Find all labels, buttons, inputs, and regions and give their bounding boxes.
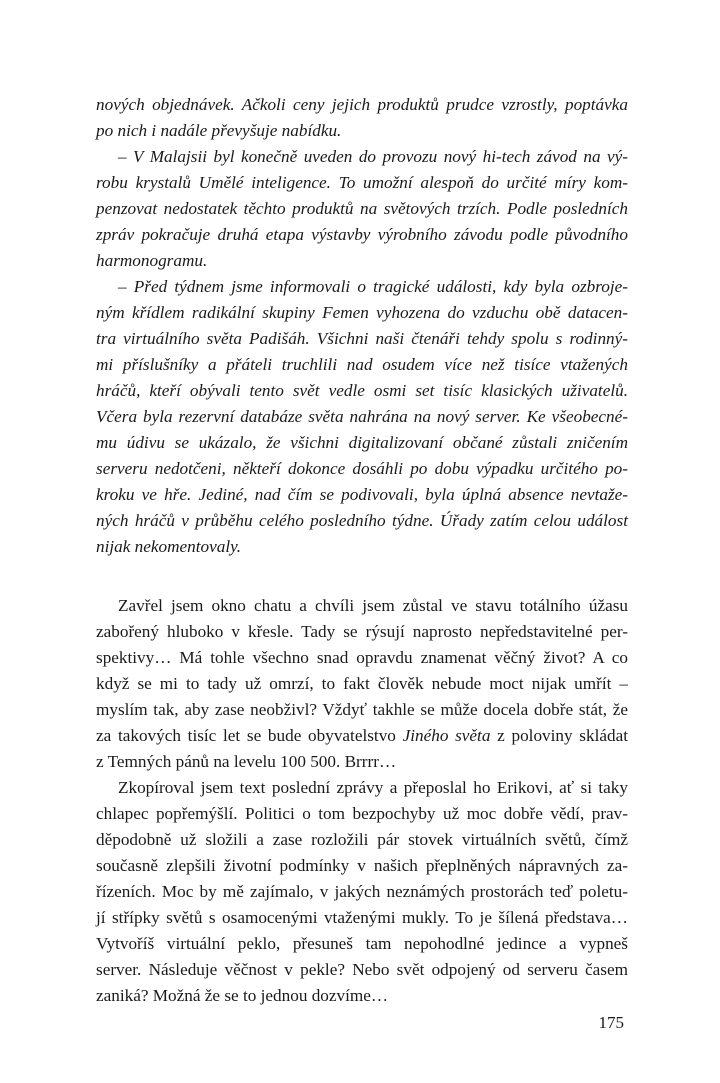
text-line: zaniká? Možná že se to jednou dozvíme… bbox=[96, 986, 389, 1005]
text-line: když se mi to tady už omrzí, to fakt člověk nebude moct nijak umřít – bbox=[96, 674, 628, 693]
text-line: z Temných pánů na levelu 100 500. Brrrr… bbox=[96, 752, 397, 771]
text-line: Zavřel jsem okno chatu a chvíli jsem zůstal ve stavu totálního úžasu bbox=[118, 596, 628, 615]
text-line: robu krystalů Umělé inteligence. To umožní alespoň do určité míry kom- bbox=[96, 173, 628, 192]
text-line: zabořený hluboko v křesle. Tady se rýsují naprosto nepředstavitelné per- bbox=[96, 622, 628, 641]
text-segment: z poloviny skládat bbox=[490, 726, 628, 745]
text-line: chlapec popřemýšlí. Politici o tom bezpochyby už moc dobře vědí, prav- bbox=[96, 804, 628, 823]
book-title: Jiného světa bbox=[402, 726, 491, 745]
text-line: Zkopíroval jsem text poslední zprávy a přeposlal ho Erikovi, ať si taky bbox=[118, 778, 628, 797]
page-body bbox=[96, 92, 628, 1009]
text-line: nijak nekomentovaly. bbox=[96, 537, 242, 556]
news-paragraph-1 bbox=[96, 92, 628, 144]
text-line: po nich i nadále převyšuje nabídku. bbox=[96, 121, 342, 140]
text-line: tra virtuálního světa Padišáh. Všichni naši čtenáři tehdy spolu s rodinný- bbox=[96, 329, 628, 348]
text-line: penzovat nedostatek těchto produktů na světových trzích. Podle posledních bbox=[96, 199, 628, 218]
text-segment: za takových tisíc let se bude obyvatelstvo bbox=[96, 726, 403, 745]
narrative-paragraph-1 bbox=[96, 593, 628, 775]
text-line: Vytvoříš virtuální peklo, přesuneš tam nepohodlné jedince a vypneš bbox=[96, 934, 628, 953]
news-paragraph-3 bbox=[96, 274, 628, 560]
text-line: řízeních. Moc by mě zajímalo, v jakých neznámých prostorách teď poletu- bbox=[96, 882, 628, 901]
text-line: mi příslušníky a přáteli truchlili nad osudem více než tisíce vtažených bbox=[96, 355, 628, 374]
text-line: serveru nedotčeni, někteří dokonce dosáhli po dobu výpadku určitého po- bbox=[96, 459, 628, 478]
text-line: mu údivu se ukázalo, že všichni digitalizovaní občané zůstali zničením bbox=[96, 433, 628, 452]
news-block bbox=[96, 92, 628, 560]
text-line: Včera byla rezervní databáze světa nahrána na nový server. Ke všeobecné- bbox=[96, 407, 628, 426]
text-line: zpráv pokračuje druhá etapa výstavby výrobního závodu podle původního bbox=[96, 225, 628, 244]
text-line: děpodobně už složili a zase rozložili pár stovek virtuálních světů, čímž bbox=[96, 830, 628, 849]
text-line: ným křídlem radikální skupiny Femen vyhozena do vzduchu obě datacen- bbox=[96, 303, 628, 322]
text-line: současně zlepšili životní podmínky v našich přeplněných nápravných za- bbox=[96, 856, 628, 875]
narrative-paragraph-2 bbox=[96, 775, 628, 1009]
text-line: nových objednávek. Ačkoli ceny jejich produktů prudce vzrostly, poptávka bbox=[96, 95, 628, 114]
page-number: 175 bbox=[598, 1013, 624, 1032]
news-paragraph-2 bbox=[96, 144, 628, 274]
text-line bbox=[96, 723, 628, 749]
text-line: ných hráčů v průběhu celého posledního týdne. Úřady zatím celou událost bbox=[96, 511, 628, 530]
section-gap bbox=[96, 560, 628, 593]
text-line: spektivy… Má tohle všechno snad opravdu znamenat věčný život? A co bbox=[96, 648, 628, 667]
text-line: – Před týdnem jsme informovali o tragické události, kdy byla ozbroje- bbox=[118, 277, 628, 296]
text-line: – V Malajsii byl konečně uveden do provozu nový hi-tech závod na vý- bbox=[118, 147, 628, 166]
text-line: hráčů, kteří obývali tento svět vedle osmi set tisíc klasických uživatelů. bbox=[96, 381, 628, 400]
text-line: myslím tak, aby zase neobživl? Vždyť takhle se může docela dobře stát, že bbox=[96, 700, 628, 719]
text-line: server. Následuje věčnost v pekle? Nebo svět odpojený od serveru časem bbox=[96, 960, 628, 979]
text-line: jí střípky světů s osamocenými vtaženými mukly. To je šílená představa… bbox=[96, 908, 628, 927]
narrative-block bbox=[96, 593, 628, 1009]
text-line: kroku ve hře. Jediné, nad čím se podivovali, byla úplná absence nevtaže- bbox=[96, 485, 628, 504]
text-line: harmonogramu. bbox=[96, 251, 208, 270]
